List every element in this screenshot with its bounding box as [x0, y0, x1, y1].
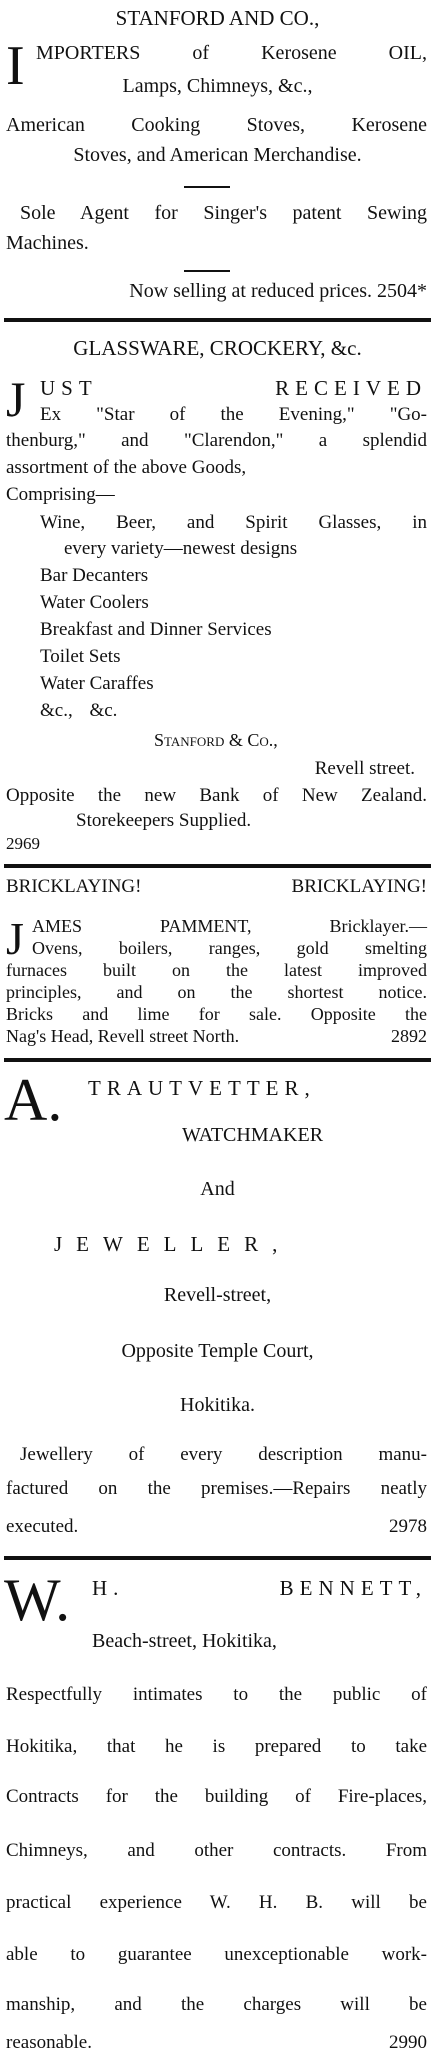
ad-text-line: Ovens, boilers, ranges, gold smelting [32, 938, 427, 958]
list-item: Wine, Beer, and Spirit Glasses, in [40, 512, 427, 533]
ad-heading: GLASSWARE, CROCKERY, &c. [73, 336, 362, 360]
ad-text-line: Machines. [6, 232, 89, 254]
ad-number: 2978 [389, 1516, 427, 1537]
address: Hokitika. [180, 1394, 255, 1416]
column-rule [4, 1058, 431, 1062]
ad-text-line: principles, and on the shortest notice. [6, 982, 427, 1002]
drop-capital: W. [4, 1567, 71, 1633]
ad-text-line: Respectfully intimates to the public of [6, 1684, 427, 1705]
ad-text-line: furnaces built on the latest improved [6, 960, 427, 980]
ad-number: 2969 [6, 834, 40, 853]
ad-text-line: Nag's Head, Revell street North. [6, 1026, 240, 1046]
ad-text-line: Sole Agent for Singer's patent Sewing [20, 202, 427, 224]
ad-text-line: UST RECEIVED [40, 376, 427, 400]
list-item: Breakfast and Dinner Services [40, 619, 272, 640]
list-item: every variety—newest designs [64, 538, 298, 559]
ad-text-line: factured on the premises.—Repairs neatly [6, 1478, 427, 1499]
proprietor-name: H. BENNETT, [92, 1576, 427, 1600]
drop-capital: J [6, 913, 24, 964]
ad-text-line: Storekeepers Supplied. [76, 810, 252, 831]
ad-heading: BRICKLAYING! BRICKLAYING! [6, 876, 427, 897]
address: Opposite Temple Court, [121, 1340, 314, 1362]
ad-text-line: Now selling at reduced prices. 2504* [129, 280, 427, 302]
ad-text-line: manship, and the charges will be [6, 1994, 427, 2015]
address: Beach-street, Hokitika, [92, 1630, 277, 1652]
ad-text-line: executed. [6, 1516, 79, 1537]
ad-text-line: Jewellery of every description manu- [20, 1444, 427, 1465]
list-item: &c., &c. [40, 700, 118, 721]
ad-text-line: Comprising— [6, 484, 115, 505]
ad-text-line: Stoves, and American Merchandise. [73, 144, 362, 166]
drop-capital: I [6, 35, 25, 97]
ad-heading: STANFORD AND CO., [115, 6, 320, 30]
signature: Stanford & Co., [154, 730, 278, 750]
ad-number: 2990 [389, 2032, 427, 2053]
list-item: Bar Decanters [40, 565, 149, 586]
ad-number: 2892 [391, 1026, 427, 1046]
list-item: Water Caraffes [40, 673, 154, 694]
ad-text-line: Contracts for the building of Fire-places, [6, 1786, 427, 1807]
ad-text-line: Lamps, Chimneys, &c., [122, 75, 313, 97]
ad-text-line: And [200, 1178, 235, 1200]
ad-text-line: MPORTERS of Kerosene OIL, [36, 42, 427, 64]
proprietor-name: TRAUTVETTER, [88, 1076, 316, 1100]
drop-capital: A. [4, 1067, 63, 1133]
list-item: Toilet Sets [40, 646, 121, 667]
column-rule [4, 318, 431, 322]
ad-text-line: Chimneys, and other contracts. From [6, 1840, 427, 1861]
ad-text-line: American Cooking Stoves, Kerosene [6, 114, 427, 136]
address: Revell street. [314, 758, 415, 779]
ad-text-line: practical experience W. H. B. will be [6, 1892, 427, 1913]
ad-text-line: assortment of the above Goods, [6, 457, 247, 478]
ad-text-line: Hokitika, that he is prepared to take [6, 1736, 427, 1757]
ad-text-line: Opposite the new Bank of New Zealand. [6, 785, 427, 806]
separator-dash [184, 186, 230, 188]
ad-text-line: Bricks and lime for sale. Opposite the [6, 1004, 427, 1024]
drop-capital: J [6, 371, 26, 427]
ad-text-line: AMES PAMMENT, Bricklayer.— [32, 916, 427, 936]
ad-text-line: thenburg," and "Clarendon," a splendid [6, 430, 427, 451]
ad-text-line: Ex "Star of the Evening," "Go- [40, 404, 427, 425]
separator-dash [184, 270, 230, 272]
address: Revell-street, [163, 1284, 272, 1306]
ad-text-line: reasonable. [6, 2032, 92, 2053]
list-item: Water Coolers [40, 592, 149, 613]
trade-title: WATCHMAKER [181, 1124, 324, 1146]
trade-title: JEWELLER, [54, 1232, 292, 1256]
column-rule [4, 864, 431, 868]
column-rule [4, 1556, 431, 1560]
ad-text-line: able to guarantee unexceptionable work- [6, 1944, 427, 1965]
